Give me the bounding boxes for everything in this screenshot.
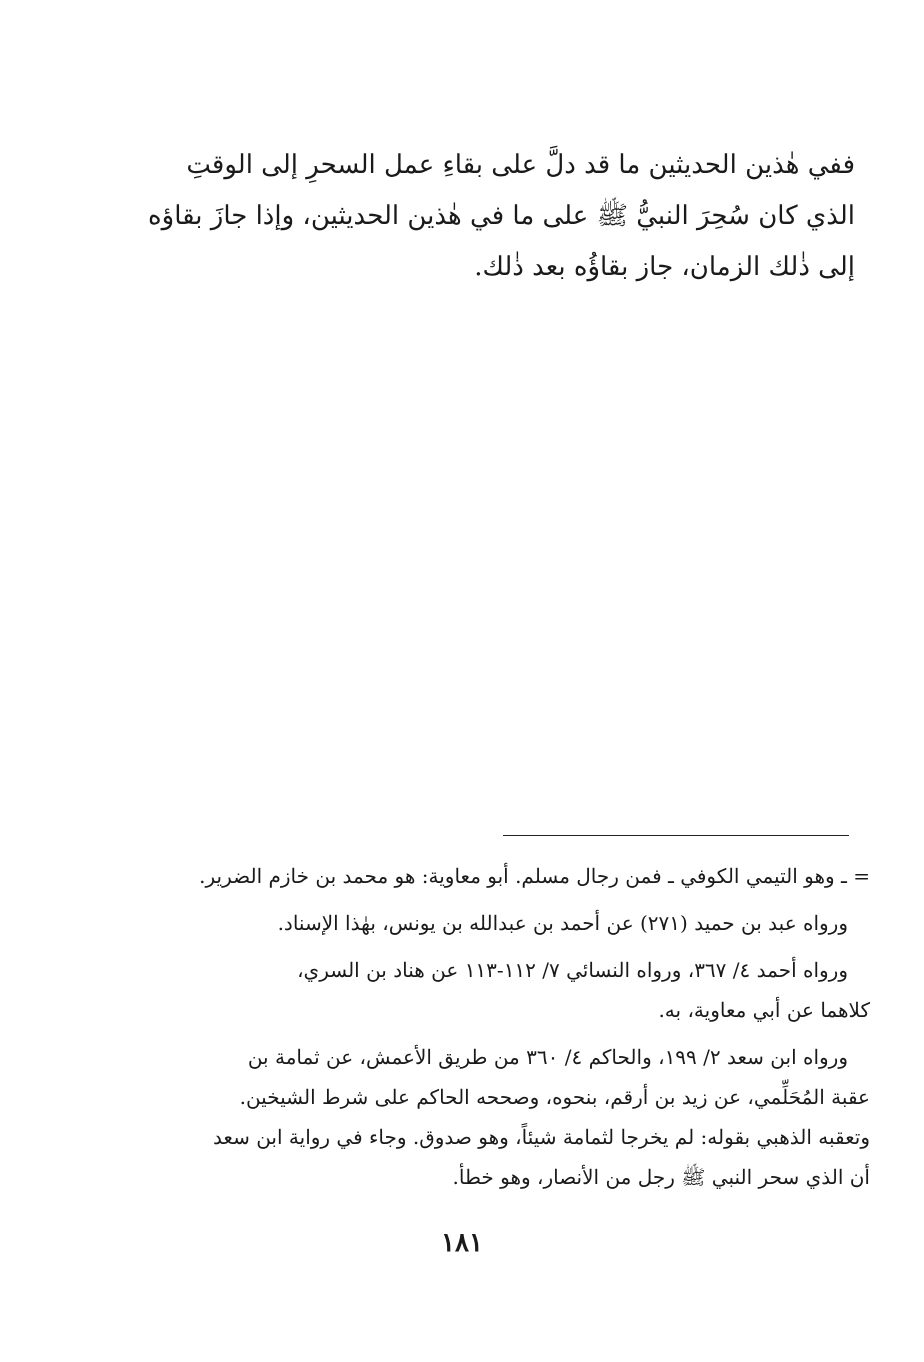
footnote-divider (503, 835, 849, 836)
footnote-line: أن الذي سحر النبي ﷺ رجل من الأنصار، وهو خطأ. (452, 1165, 870, 1189)
footnote-line: ورواه أحمد ٤/ ٣٦٧، ورواه النسائي ٧/ ١١٢-١١٣ عن هناد بن السري، (297, 958, 848, 982)
footnote-line: = ـ وهو التيمي الكوفي ـ فمن رجال مسلم. أبو معاوية: هو محمد بن خازم الضرير. (199, 864, 870, 888)
main-text-block (140, 140, 855, 293)
main-text-line: الذي كان سُحِرَ النبيُّ ﷺ على ما في هٰذين الحديثين، وإذا جازَ بقاؤه (148, 201, 855, 231)
page-number: ١٨١ (441, 1228, 483, 1258)
footnote-line: عقبة المُحَلِّمي، عن زيد بن أرقم، بنحوه، وصححه الحاكم على شرط الشيخين. (239, 1085, 870, 1109)
footnote-line: وتعقبه الذهبي بقوله: لم يخرجا لثمامة شيئاً، وهو صدوق. وجاء في رواية ابن سعد (212, 1125, 870, 1149)
main-text-line: ففي هٰذين الحديثين ما قد دلَّ على بقاءِ عمل السحرِ إلى الوقتِ (186, 150, 855, 180)
main-text-line: إلى ذٰلك الزمان، جاز بقاؤُه بعد ذٰلك. (474, 252, 855, 282)
footnote-line: كلاهما عن أبي معاوية، به. (658, 998, 870, 1022)
footnote-line: ورواه ابن سعد ٢/ ١٩٩، والحاكم ٤/ ٣٦٠ من طريق الأعمش، عن ثمامة بن (247, 1045, 848, 1069)
footnotes-block (150, 856, 870, 1197)
footnote-line: ورواه عبد بن حميد (٢٧١) عن أحمد بن عبدالله بن يونس، بهٰذا الإسناد. (277, 911, 848, 935)
